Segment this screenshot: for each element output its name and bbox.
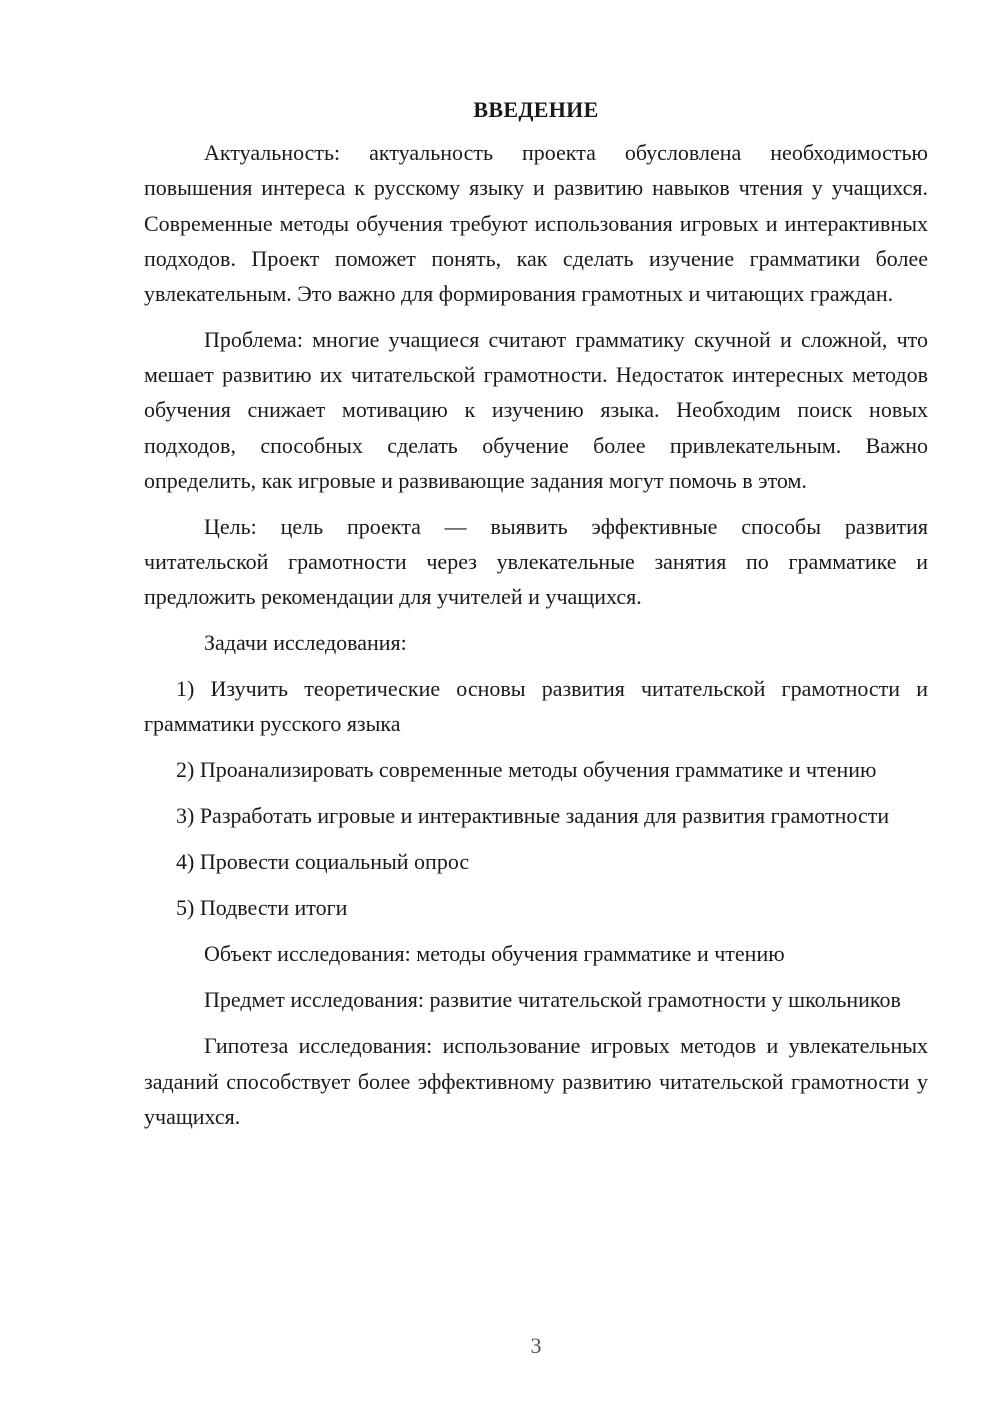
task-item: 4) Провести социальный опрос — [176, 849, 470, 875]
tasks-heading: Задачи исследования: — [204, 630, 407, 656]
object-paragraph: Объект исследования: методы обучения грамматике и чтению — [204, 941, 785, 967]
goal-paragraph: Цель: цель проекта — выявить эффективные способы развития читательской грамотности через увлекательные занятия по грамматике и предложить рекомендации для учителей и учащихся. — [144, 513, 928, 610]
task-item: 3) Разработать игровые и интерактивные задания для развития грамотности — [176, 803, 890, 829]
task-item: 2) Проанализировать современные методы обучения грамматике и чтению — [176, 757, 877, 783]
page-number: 3 — [530, 1333, 542, 1358]
problem-paragraph: Проблема: многие учащиеся считают грамматику скучной и сложной, что мешает развитию их читательской грамотности. Недостаток интересных методов обучения снижает мотивацию к изучению языка. Необходим поиск новых подходов, способных сделать обучение более привлекательным. Важно определить, как игровые и развивающие задания могут помочь в этом. — [144, 327, 928, 493]
relevance-paragraph: Актуальность: актуальность проекта обусловлена необходимостью повышения интереса к русскому языку и развитию навыков чтения у учащихся. Современные методы обучения требуют использования игровых и интерактивных подходов. Проект поможет понять, как сделать изучение грамматики более увлекательным. Это важно для формирования грамотных и читающих граждан. — [144, 140, 928, 307]
page-content — [144, 92, 928, 1145]
subject-paragraph: Предмет исследования: развитие читательской грамотности у школьников — [204, 987, 901, 1013]
page-title: ВВЕДЕНИЕ — [473, 97, 599, 122]
task-item: 5) Подвести итоги — [176, 895, 348, 921]
hypothesis-paragraph: Гипотеза исследования: использование игровых методов и увлекательных заданий способствует более эффективному развитию читательской грамотности у учащихся. — [144, 1033, 928, 1129]
task-item: 1) Изучить теоретические основы развития читательской грамотности и грамматики русского языка — [144, 676, 928, 737]
